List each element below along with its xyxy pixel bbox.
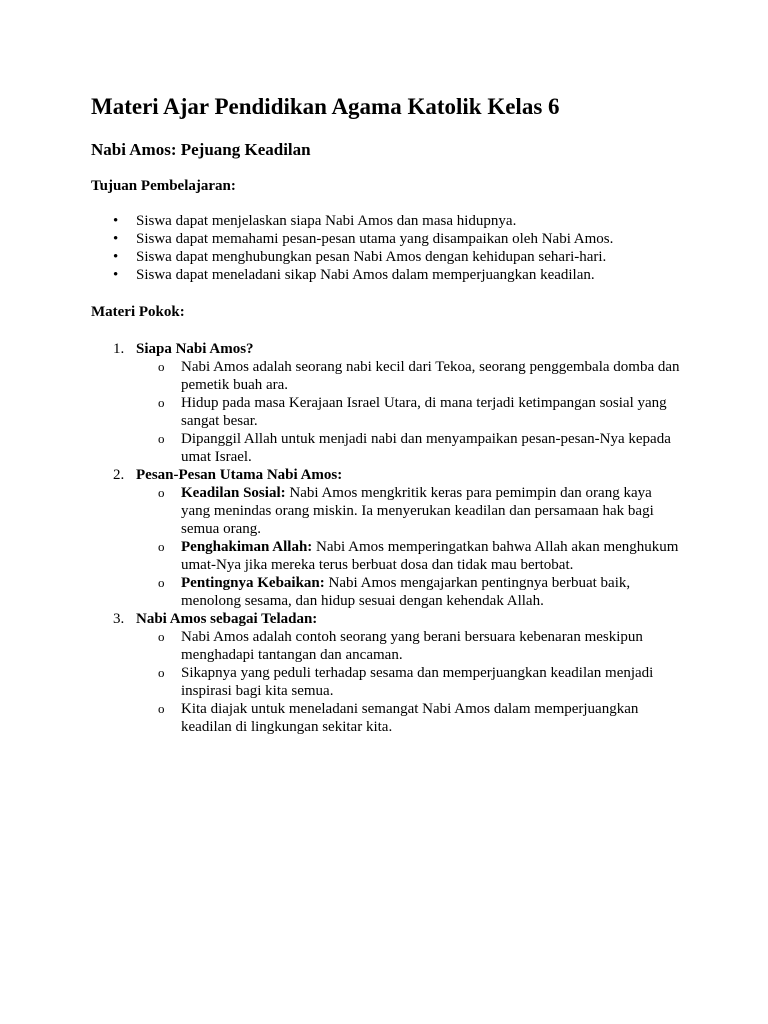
circle-bullet-icon: o [158, 539, 165, 554]
document-subtitle: Nabi Amos: Pejuang Keadilan [91, 140, 311, 159]
section-item [91, 466, 691, 610]
objective-text: Siswa dapat menghubungkan pesan Nabi Amos dengan kehidupan sehari-hari. [136, 249, 607, 265]
sub-list-item [136, 664, 681, 700]
section-heading: Pesan-Pesan Utama Nabi Amos: [136, 467, 343, 483]
section-sub-list [136, 358, 691, 466]
materials-heading: Materi Pokok: [91, 304, 185, 320]
sub-list-item [136, 538, 681, 574]
section-item [91, 340, 691, 466]
section-heading: Nabi Amos sebagai Teladan: [136, 611, 318, 627]
sub-list-item [136, 484, 681, 538]
circle-bullet-icon: o [158, 359, 165, 374]
circle-bullet-icon: o [158, 395, 165, 410]
sub-item-text: Dipanggil Allah untuk menjadi nabi dan menyampaikan pesan-pesan-Nya kepada umat Israel. [181, 431, 671, 465]
circle-bullet-icon: o [158, 629, 165, 644]
circle-bullet-icon: o [158, 701, 165, 716]
list-item [91, 212, 691, 230]
section-sub-list [136, 484, 691, 610]
sub-item-text: Sikapnya yang peduli terhadap sesama dan memperjuangkan keadilan menjadi inspirasi bagi kita semua. [181, 665, 654, 699]
bullet-icon: • [113, 213, 119, 229]
section-heading: Siapa Nabi Amos? [136, 341, 254, 357]
sub-item-term: Keadilan Sosial: [181, 485, 286, 501]
sub-item-text: Kita diajak untuk meneladani semangat Nabi Amos dalam memperjuangkan keadilan di lingkungan sekitar kita. [181, 701, 639, 735]
objective-text: Siswa dapat memahami pesan-pesan utama yang disampaikan oleh Nabi Amos. [136, 231, 614, 247]
sub-list-item [136, 358, 681, 394]
list-item [91, 248, 691, 266]
sub-list-item [136, 574, 681, 610]
bullet-icon: • [113, 231, 119, 247]
bullet-icon: • [113, 267, 119, 283]
sub-item-text: Nabi Amos mengajarkan pentingnya berbuat baik, menolong sesama, dan hidup sesuai dengan kehendak Allah. [181, 575, 631, 609]
bullet-icon: • [113, 249, 119, 265]
sub-list-item [136, 430, 681, 466]
sub-item-text: Hidup pada masa Kerajaan Israel Utara, di mana terjadi ketimpangan sosial yang sangat besar. [181, 395, 667, 429]
document-title: Materi Ajar Pendidikan Agama Katolik Kelas 6 [91, 94, 560, 119]
sub-list-item [136, 394, 681, 430]
list-item [91, 266, 691, 284]
section-sub-list [136, 628, 691, 736]
section-number: 1. [113, 341, 125, 357]
sub-list-item [136, 700, 681, 736]
materials-list [91, 340, 691, 736]
document-page [91, 92, 691, 736]
sub-item-text: Nabi Amos adalah seorang nabi kecil dari Tekoa, seorang penggembala domba dan pemetik buah ara. [181, 359, 680, 393]
list-item [91, 230, 691, 248]
section-number: 3. [113, 611, 125, 627]
sub-item-term: Penghakiman Allah: [181, 539, 313, 555]
circle-bullet-icon: o [158, 485, 165, 500]
section-number: 2. [113, 467, 125, 483]
sub-item-term: Pentingnya Kebaikan: [181, 575, 325, 591]
objectives-list [91, 212, 691, 284]
sub-list-item [136, 628, 681, 664]
sub-item-text: Nabi Amos memperingatkan bahwa Allah akan menghukum umat-Nya jika mereka terus berbuat dosa dan tidak mau bertobat. [181, 539, 679, 573]
objective-text: Siswa dapat meneladani sikap Nabi Amos dalam memperjuangkan keadilan. [136, 267, 595, 283]
sub-item-text: Nabi Amos adalah contoh seorang yang berani bersuara kebenaran meskipun menghadapi tantangan dan ancaman. [181, 629, 643, 663]
objective-text: Siswa dapat menjelaskan siapa Nabi Amos dan masa hidupnya. [136, 213, 517, 229]
section-item [91, 610, 691, 736]
sub-item-text: Nabi Amos mengkritik keras para pemimpin dan orang kaya yang menindas orang miskin. Ia menyerukan keadilan dan persamaan hak bagi semua orang. [181, 485, 654, 537]
circle-bullet-icon: o [158, 665, 165, 680]
circle-bullet-icon: o [158, 575, 165, 590]
objectives-heading: Tujuan Pembelajaran: [91, 178, 236, 194]
circle-bullet-icon: o [158, 431, 165, 446]
